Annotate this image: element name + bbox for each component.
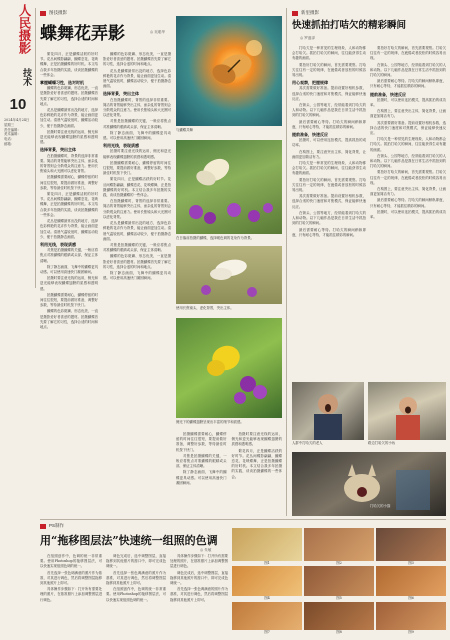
ps-figure-label: 图9 bbox=[408, 630, 414, 634]
paragraph: 拍摄时，可以使用连拍模式，提高抓拍的成功率。 bbox=[370, 97, 446, 108]
paragraph: 蝴蝶的色彩斑斓、形态优美，一直是摄影爱好者喜爱的题材。拍摄蝴蝶首先要了解它的习性，选择合适的时间和地点。 bbox=[40, 309, 98, 329]
bottom-divider bbox=[40, 519, 446, 520]
paragraph: 在组照创作中，色调的统一非常重要。使用Photoshop的拖移图层法，可以快速实现组照色调的统一。 bbox=[106, 587, 166, 602]
masthead-divider bbox=[35, 8, 36, 288]
paragraph: 首先选择一张色调满意的照片作为基准，对其进行调色，然后将调整图层拖移到其他照片上即可。 bbox=[106, 570, 166, 586]
paragraph: 打哈欠是一种常见的生理现象，人和动物都会打哈欠。抓拍打哈欠的瞬间，往往能获得生动有趣的画面。 bbox=[370, 137, 446, 152]
paragraph: 花丛是蝴蝶最常出没的地方，选择色彩鲜艳的花卉作为背景，能让画面更加生动。清晨气温较低时，蝴蝶活动较少，便于拍摄静态画面。 bbox=[40, 108, 98, 128]
right-article-body-col2 bbox=[370, 46, 446, 378]
paragraph: 拍摄时，可以使用连拍模式，提高抓拍的成功率。 bbox=[292, 138, 366, 148]
ps-figure-label: 图5 bbox=[336, 596, 342, 600]
paragraph: 打哈欠是一种常见的生理现象，人和动物都会打哈欠。抓拍打哈欠的瞬间，往往能获得生动有趣的画面。 bbox=[292, 46, 366, 61]
paragraph: 最后需要耐心等待。打哈欠的瞬间稍纵即逝，只有耐心等待，才能抓住精彩的瞬间。 bbox=[370, 198, 446, 208]
ps-figure bbox=[232, 566, 302, 596]
bottom-article-body-col2 bbox=[106, 554, 166, 634]
ps-figure bbox=[376, 602, 446, 630]
bottom-article-title: 用“拖移图层法”快速统一组照的色调 bbox=[40, 534, 218, 547]
paragraph: 其次需要做好准备。提前设置好相机参数，选择合适的快门速度和对焦模式，保证能够快速反应。 bbox=[370, 120, 446, 136]
photo-caption-2: 在日落前拍摄的蝴蝶，选择暖色调的花朵作为背景。 bbox=[176, 236, 254, 240]
bottom-article-body-col3 bbox=[170, 554, 228, 634]
paragraph: 首先选择一张色调满意的照片作为基准，对其进行调色，然后将调整图层拖移到其他照片上即可。 bbox=[40, 570, 102, 586]
paragraph: 繁花四月，正是蝴蝶活跃的好时节。花丛间蝶影翩翩，蝴蝶恋花、花映蝶舞，正是拍摄蝴蝶的好时机。本文结合我多年拍摄的实践，谈谈拍摄蝴蝶的一些体会。 bbox=[103, 177, 171, 198]
paragraph: 要拍好打哈欠的瞬间，首先需要观察。打哈欠往往有一定的规律，在疲倦或者放松的时候容易出现。 bbox=[370, 46, 446, 61]
butterfly-photo-1 bbox=[176, 16, 282, 126]
paragraph: 拍摄蝴蝶需要耐心，蝴蝶停留的时间往往很短，要提前做好准备，调整好参数，等待最佳时机按下快门。 bbox=[40, 175, 98, 190]
paragraph: 在构图上，要注意突出主体，简化背景，让画面更加简洁有力。 bbox=[370, 187, 446, 197]
paragraph: 在街头、公园等地方，经常能看到打哈欠的人和动物。以下几幅作品是我在日常生活中抓拍到的打哈欠的瞬间。 bbox=[370, 153, 446, 169]
yawn-photo-2 bbox=[368, 382, 446, 440]
tag-text: PS制作 bbox=[49, 523, 65, 528]
paragraph: 在街头、公园等地方，经常能看到打哈欠的人和动物。以下几幅作品是我在日常生活中抓拍到的打哈欠的瞬间。 bbox=[292, 103, 366, 118]
ps-figure bbox=[232, 602, 302, 630]
section-label: 技术 bbox=[21, 68, 31, 86]
tag-text: 新里摄影 bbox=[301, 10, 319, 15]
meta-line: 美术编辑： bbox=[4, 132, 21, 137]
subhead: 利用光线，表现质感 bbox=[40, 241, 76, 247]
tag-marker bbox=[292, 11, 298, 16]
paragraph: 在拍摄蝴蝶时，背景的选择非常重要。简洁的背景能够突出主体，而杂乱的背景则会分散观众的注意力。使用长焦镜头和大光圈可以虚化背景。 bbox=[103, 97, 171, 118]
photo-caption-3: 使用长焦镜头，虚化背景，突出主体。 bbox=[176, 306, 234, 310]
butterfly-photo-3 bbox=[176, 246, 282, 304]
subhead: 提前准备，快速反应 bbox=[370, 91, 406, 97]
paragraph: 最后需要耐心等待。打哈欠的瞬间稍纵即逝，只有耐心等待，才能抓住精彩的瞬间。 bbox=[370, 79, 446, 89]
paragraph: 在拍摄蝴蝶时，背景的选择非常重要。简洁的背景能够突出主体，而杂乱的背景则会分散观众的注意力。使用长焦镜头和大光圈可以虚化背景。 bbox=[103, 199, 171, 219]
bottom-article-body-col1 bbox=[40, 554, 102, 634]
paragraph: 拍摄蝴蝶需要耐心，蝴蝶停留的时间往往很短，要提前做好准备，调整好参数，等待最佳时机按下快门。 bbox=[40, 292, 98, 308]
ps-figure-label: 图6 bbox=[408, 596, 414, 600]
butterfly-illustration bbox=[176, 246, 282, 304]
paragraph: 拍摄时，可以使用连拍模式，提高抓拍的成功率。 bbox=[370, 209, 446, 220]
paragraph: 花丛是蝴蝶最常出没的地方，选择色彩鲜艳的花卉作为背景，能让画面更加生动。清晨气温较低时，蝴蝶活动较少，便于拍摄静态画面。 bbox=[103, 221, 171, 241]
yawn-photo-1 bbox=[292, 382, 364, 440]
paragraph: 拍摄蝴蝶需要耐心，蝴蝶停留的时间往往很短，要提前做好准备，调整好参数，等待最佳时机按下快门。 bbox=[103, 160, 171, 176]
paragraph: 调色完成后，选中调整图层，直接拖移到其他照片的窗口中，即可完成色调统一。 bbox=[106, 554, 166, 569]
photo-caption-4: 侧光下的蝴蝶翅膀呈现出丰富的细节和质感。 bbox=[176, 420, 244, 424]
ps-figure bbox=[304, 602, 374, 630]
issue-date bbox=[4, 118, 32, 147]
left-article-body-col1 bbox=[40, 52, 98, 522]
left-article-tag bbox=[40, 10, 67, 16]
meta-line: 邮箱： bbox=[4, 141, 15, 146]
left-article-body-col3 bbox=[176, 432, 282, 514]
paragraph: 拍摄时要注意光线的运用，侧光和逆光能够表现蝴蝶翅膀的质感和透明感。 bbox=[40, 276, 98, 291]
paragraph: 花丛是蝴蝶最常出没的地方，选择色彩鲜艳的花卉作为背景，能让画面更加生动。清晨气温较低时，蝴蝶活动较少，便于拍摄静态画面。 bbox=[40, 219, 98, 239]
subhead: 利用光线，表现质感 bbox=[103, 143, 139, 149]
paragraph: 对焦是拍摄蝴蝶的关键，一般应将焦点对准蝴蝶的眼睛或头部，保证主体清晰。 bbox=[40, 248, 98, 263]
paragraph: 蝴蝶的色彩斑斓、形态优美，一直是摄影爱好者喜爱的题材。拍摄蝴蝶首先要了解它的习性，选择合适的时间和地点。 bbox=[103, 52, 171, 67]
paragraph: 拍摄蝴蝶需要耐心，蝴蝶停留的时间往往很短，要提前做好准备，调整好参数，等待最佳时机按下快门。 bbox=[176, 432, 227, 452]
right-article-byline: ◎ 罗盛泽 bbox=[300, 36, 316, 40]
paragraph: 对焦是拍摄蝴蝶的关键，一般应将焦点对准蝴蝶的眼睛或头部，保证主体清晰。 bbox=[103, 119, 171, 129]
left-article-title: 蝶舞花弄影 bbox=[40, 24, 125, 44]
ps-figure bbox=[304, 528, 374, 561]
paragraph: 对焦是拍摄蝴蝶的关键，一般应将焦点对准蝴蝶的眼睛或头部，保证主体清晰。 bbox=[103, 242, 171, 253]
bottom-article-byline: ◎ 朱敏 bbox=[200, 548, 212, 552]
column-divider bbox=[286, 8, 287, 516]
paragraph: 最后需要耐心等待。打哈欠的瞬间稍纵即逝，只有耐心等待，才能抓住精彩的瞬间。 bbox=[292, 119, 366, 129]
paragraph: 蝴蝶的色彩斑斓、形态优美，一直是摄影爱好者喜爱的题材。拍摄蝴蝶首先要了解它的习性，选择合适的时间和地点。 bbox=[103, 254, 171, 269]
paragraph: 其次需要做好准备。提前设置好相机参数，选择合适的快门速度和对焦模式，保证能够快速反应。 bbox=[292, 86, 366, 101]
paragraph: 在组照创作中，色调的统一非常重要。使用Photoshop的拖移图层法，可以快速实现组照色调的统一。 bbox=[40, 554, 102, 569]
paragraph: 打哈欠是一种常见的生理现象，人和动物都会打哈欠。抓拍打哈欠的瞬间，往往能获得生动有趣的画面。 bbox=[292, 161, 366, 176]
masthead-logo: 人民摄影 bbox=[17, 4, 32, 54]
paragraph: 在街头、公园等地方，经常能看到打哈欠的人和动物。以下几幅作品是我在日常生活中抓拍到的打哈欠的瞬间。 bbox=[370, 62, 446, 78]
paragraph: 最后需要耐心等待。打哈欠的瞬间稍纵即逝，只有耐心等待，才能抓住精彩的瞬间。 bbox=[292, 227, 366, 237]
paragraph: 其次需要做好准备。提前设置好相机参数，选择合适的快门速度和对焦模式，保证能够快速反应。 bbox=[292, 194, 366, 209]
right-article-body-col1 bbox=[292, 46, 366, 378]
paragraph: 蝴蝶的色彩斑斓、形态优美，一直是摄影爱好者喜爱的题材。拍摄蝴蝶首先要了解它的习性，选择合适的时间和地点。 bbox=[40, 86, 98, 106]
right-article-tag bbox=[292, 10, 319, 16]
masthead bbox=[0, 0, 36, 300]
paragraph: 繁花四月，正是蝴蝶活跃的好时节。花丛间蝶影翩翩，蝴蝶恋花、花映蝶舞，正是拍摄蝴蝶的好时机。本文结合我多年拍摄的实践，谈谈拍摄蝴蝶的一些体会。 bbox=[231, 448, 282, 479]
paragraph: 花丛是蝴蝶最常出没的地方，选择色彩鲜艳的花卉作为背景，能让画面更加生动。清晨气温较低时，蝴蝶活动较少，便于拍摄静态画面。 bbox=[103, 68, 171, 89]
ps-figure-label: 图1 bbox=[264, 561, 270, 565]
bottom-article-tag bbox=[40, 523, 64, 529]
paragraph: 要拍好打哈欠的瞬间，首先需要观察。打哈欠往往有一定的规律，在疲倦或者放松的时候容易出现。 bbox=[370, 170, 446, 185]
paragraph: 除了静态画面，飞舞中的蝴蝶更具动感。可以使用高速快门凝固瞬间。 bbox=[103, 270, 171, 281]
ps-figure-label: 图4 bbox=[264, 596, 270, 600]
right-article-title: 快速抓拍打咭欠的精彩瞬间 bbox=[292, 20, 407, 31]
page-number: 10 bbox=[9, 96, 27, 113]
paragraph: 拍摄时要注意光线的运用，侧光和逆光能够表现蝴蝶翅膀的质感和透明感。 bbox=[103, 149, 171, 159]
paragraph: 在街头、公园等地方，经常能看到打哈欠的人和动物。以下几幅作品是我在日常生活中抓拍到的打哈欠的瞬间。 bbox=[292, 210, 366, 226]
paragraph: 繁花四月，正是蝴蝶活跃的好时节。花丛间蝶影翩翩，蝴蝶恋花、花映蝶舞，正是拍摄蝴蝶的好时机。本文结合我多年拍摄的实践，谈谈拍摄蝴蝶的一些体会。 bbox=[40, 192, 98, 217]
meta-line: 责任编辑： bbox=[4, 127, 21, 132]
yawn-caption-3: 打哈欠的小猫 bbox=[370, 504, 391, 508]
paragraph: 除了静态画面，飞舞中的蝴蝶更具动感。可以使用高速快门凝固瞬间。 bbox=[176, 470, 227, 485]
ps-figure bbox=[376, 566, 446, 596]
paragraph: 具体操作步骤如下：打开所有需要处理的照片，在基准照片上添加调整图层进行调色。 bbox=[40, 587, 102, 602]
paragraph: 在拍摄蝴蝶时，背景的选择非常重要。简洁的背景能够突出主体，而杂乱的背景则会分散观众的注意力。使用长焦镜头和大光圈可以虚化背景。 bbox=[40, 153, 98, 174]
butterfly-illustration bbox=[176, 318, 282, 418]
ps-figure-label: 图7 bbox=[264, 630, 270, 634]
butterfly-photo-2 bbox=[176, 140, 282, 234]
ps-figure bbox=[376, 528, 446, 561]
paragraph: 在构图上，要注意突出主体，简化背景，让画面更加简洁有力。 bbox=[292, 149, 366, 159]
subhead: 提前准备，快速反应 bbox=[292, 132, 328, 138]
paragraph: 繁花四月，正是蝴蝶活跃的好时节。花丛间蝶影翩翩，蝴蝶恋花、花映蝶舞，正是拍摄蝴蝶的好时机。本文结合我多年拍摄的实践，谈谈拍摄蝴蝶的一些体会。 bbox=[40, 52, 98, 77]
paragraph: 在构图上，要注意突出主体，简化背景，让画面更加简洁有力。 bbox=[370, 109, 446, 119]
paragraph: 拍摄时要注意光线的运用，侧光和逆光能够表现蝴蝶翅膀的质感和透明感。 bbox=[231, 432, 282, 447]
yawn-caption-1: 人群中打哈欠的老人 bbox=[292, 441, 323, 445]
butterfly-photo-4 bbox=[176, 318, 282, 418]
paragraph: 调色完成后，选中调整图层，直接拖移到其他照片的窗口中，即可完成色调统一。 bbox=[170, 570, 228, 586]
paragraph: 首先选择一张色调满意的照片作为基准，对其进行调色，然后将调整图层拖移到其他照片上即可。 bbox=[170, 587, 228, 602]
paragraph: 拍摄时要注意光线的运用，侧光和逆光能够表现蝴蝶翅膀的质感和透明感。 bbox=[40, 129, 98, 145]
paragraph: 除了静态画面，飞舞中的蝴蝶更具动感。可以使用高速快门凝固瞬间。 bbox=[40, 264, 98, 274]
tag-text: 图技摄影 bbox=[49, 10, 67, 15]
meta-line: 电话： bbox=[4, 137, 15, 142]
subhead: 掌握蝴蝶习性，选对时机 bbox=[40, 80, 84, 86]
tag-marker bbox=[40, 524, 46, 529]
paragraph: 对焦是拍摄蝴蝶的关键，一般应将焦点对准蝴蝶的眼睛或头部，保证主体清晰。 bbox=[176, 453, 227, 469]
date-text: 2024年4月24日 bbox=[4, 118, 30, 122]
left-article-byline: ◎ 吴聪华 bbox=[150, 30, 166, 34]
subhead: 用心观察，把握规律 bbox=[292, 80, 328, 86]
subhead: 选择背景，突出主体 bbox=[103, 91, 139, 97]
child-illustration bbox=[368, 382, 446, 440]
ps-figure-grid bbox=[232, 528, 446, 636]
yawn-caption-2: 路边打哈欠的小孩 bbox=[368, 441, 396, 445]
ps-figure-label: 图3 bbox=[408, 561, 414, 565]
paragraph: 具体操作步骤如下：打开所有需要处理的照片，在基准照片上添加调整图层进行调色。 bbox=[170, 554, 228, 569]
ps-figure-label: 图8 bbox=[336, 630, 342, 634]
tag-marker bbox=[40, 11, 46, 16]
butterfly-illustration bbox=[176, 140, 282, 234]
subhead: 选择背景，突出主体 bbox=[40, 147, 76, 153]
weekday-text: 星期三 bbox=[4, 122, 15, 127]
person-illustration bbox=[292, 382, 364, 440]
photo-caption-1: 与蝴蝶共舞 bbox=[176, 128, 193, 132]
paragraph: 除了静态画面，飞舞中的蝴蝶更具动感。可以使用高速快门凝固瞬间。 bbox=[103, 130, 171, 141]
ps-figure-label: 图2 bbox=[336, 561, 342, 565]
ps-figure bbox=[232, 528, 302, 561]
ps-figure bbox=[304, 566, 374, 596]
paragraph: 要拍好打哈欠的瞬间，首先需要观察。打哈欠往往有一定的规律，在疲倦或者放松的时候容易出现。 bbox=[292, 177, 366, 193]
left-article-body-col2 bbox=[103, 52, 171, 522]
butterfly-illustration bbox=[176, 16, 282, 126]
paragraph: 要拍好打哈欠的瞬间，首先需要观察。打哈欠往往有一定的规律，在疲倦或者放松的时候容易出现。 bbox=[292, 62, 366, 78]
